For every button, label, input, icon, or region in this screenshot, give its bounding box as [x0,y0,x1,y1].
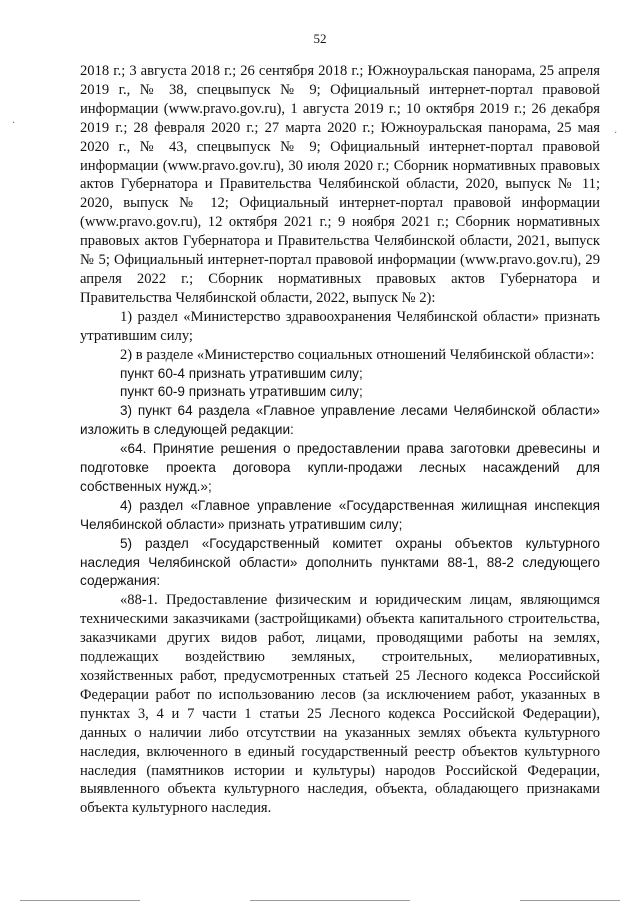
paragraph-continuation: 2018 г.; 3 августа 2018 г.; 26 сентября 2018 г.; Южноуральская панорама, 25 апреля 2019 г., № 38, спецвыпуск № 9; Официальный интернет-портал правовой информации (www.pravo.gov.ru), 1 августа 2019 г.; 10 октября 2019 г.; 26 декабря 2019 г.; 28 февраля 2020 г.; 27 марта 2020 г.; Южноуральская панорама, 25 мая 2020 г., № 43, спецвыпуск № 9; Официальный интернет-портал правовой информации (www.pravo.gov.ru), 30 июля 2020 г.; Сборник нормативных правовых актов Губернатора и Правительства Челябинской области, 2020, выпуск № 11; 2020, выпуск № 12; Официальный интернет-портал правовой информации (www.pravo.gov.ru), 12 октября 2021 г.; 9 ноября 2021 г.; Сборник нормативных правовых актов Губернатора и Правительства Челябинской области, 2021, выпуск № 5; Официальный интернет-портал правовой информации (www.pravo.gov.ru), 29 апреля 2022 г.; Сборник нормативных правовых актов Губернатора и Правительства Челябинской области, 2022, выпуск № 2): [80,63,600,306]
paragraph-item-2: 2) в разделе «Министерство социальных отношений Челябинской области»: [120,346,595,363]
document-body [80,62,600,818]
margin-mark: · [12,118,16,129]
margin-mark: · [614,128,618,139]
paragraph-item-5: 5) раздел «Государственный комитет охраны объектов культурного наследия Челябинской области» дополнить пунктами 88-1, 88-2 следующего содержания: [80,535,600,589]
page-number: 52 [313,31,327,46]
paragraph-subitem-60-9: пункт 60-9 признать утратившим силу; [120,384,363,400]
scan-edge-line [520,900,620,901]
paragraph-subitem-60-4: пункт 60-4 признать утратившим силу; [120,365,363,381]
paragraph-item-3: 3) пункт 64 раздела «Главное управление лесами Челябинской области» изложить в следующей редакции: [80,403,600,438]
scan-edge-line [20,900,140,901]
paragraph-item-1: 1) раздел «Министерство здравоохранения Челябинской области» признать утратившим силу; [80,308,600,344]
paragraph-quote-64: «64. Принятие решения о предоставлении права заготовки древесины и подготовке проекта договора купли-продажи лесных насаждений для собственных нужд.»; [80,441,600,494]
paragraph-quote-88-1: «88-1. Предоставление физическим и юридическим лицам, являющимся техническими заказчиками (застройщиками) объекта капитального строительства, заказчиками других видов работ, лицами, проводящими работы на землях, подлежащих воздействию земляных, строительных, мелиоративных, хозяйственных работ, предусмотренных статьей 25 Лесного кодекса Российской Федерации работ по использованию лесов (за исключением работ, указанных в пунктах 3, 4 и 7 части 1 статьи 25 Лесного кодекса Российской Федерации), данных о наличии либо отсутствии на указанных землях объекта культурного наследия, включенного в единый государственный реестр объектов культурного наследия (памятников истории и культуры) народов Российской Федерации, выявленного объекта культурного наследия, объекта, обладающего признаками объекта культурного наследия. [80,592,600,817]
paragraph-item-4: 4) раздел «Главное управление «Государственная жилищная инспекция Челябинской области» признать утратившим силу; [80,497,600,532]
scan-edge-line [250,900,410,901]
